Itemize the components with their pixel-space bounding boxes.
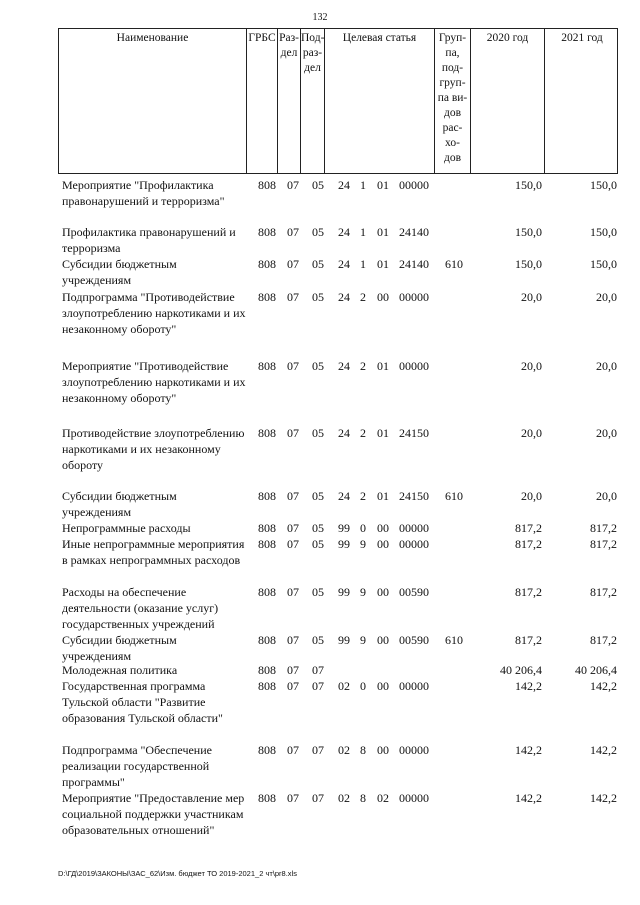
table-row <box>0 662 640 678</box>
row-pr: 07 <box>312 791 324 805</box>
row-2021-value: 150,0 <box>590 225 617 239</box>
row-2020-value: 817,2 <box>515 633 542 647</box>
row-c4: 00000 <box>399 679 429 693</box>
row-pr: 05 <box>312 225 324 239</box>
row-c3: 01 <box>377 489 389 503</box>
row-name: Профилактика правонарушений и терроризма <box>62 225 236 255</box>
row-c4: 00000 <box>399 359 429 373</box>
row-vr: 610 <box>445 257 463 271</box>
row-pr: 05 <box>312 585 324 599</box>
row-rz: 07 <box>287 489 299 503</box>
row-c2: 9 <box>360 537 366 551</box>
header-2021: 2021 год <box>561 32 603 44</box>
row-c4: 00000 <box>399 521 429 535</box>
row-rz: 07 <box>287 743 299 757</box>
table-row <box>0 289 640 336</box>
row-name: Субсидии бюджетным учреждениям <box>62 633 177 663</box>
table-row <box>0 488 640 519</box>
row-vr: 610 <box>445 489 463 503</box>
row-c3: 00 <box>377 633 389 647</box>
row-c1: 24 <box>338 489 350 503</box>
row-grbs: 808 <box>258 791 276 805</box>
row-c4: 00000 <box>399 743 429 757</box>
row-grbs: 808 <box>258 663 276 677</box>
header-razdel: Раз- дел <box>278 29 301 173</box>
row-2020-value: 142,2 <box>515 743 542 757</box>
row-c1: 24 <box>338 290 350 304</box>
row-c2: 9 <box>360 585 366 599</box>
row-rz: 07 <box>287 537 299 551</box>
row-2021-value: 817,2 <box>590 633 617 647</box>
row-2020-value: 817,2 <box>515 521 542 535</box>
row-grbs: 808 <box>258 537 276 551</box>
row-c3: 00 <box>377 521 389 535</box>
row-c2: 2 <box>360 489 366 503</box>
row-c1: 24 <box>338 359 350 373</box>
row-c3: 01 <box>377 359 389 373</box>
row-grbs: 808 <box>258 521 276 535</box>
row-rz: 07 <box>287 290 299 304</box>
row-c1: 24 <box>338 178 350 192</box>
row-c4: 24140 <box>399 257 429 271</box>
table-row <box>0 520 640 536</box>
row-pr: 05 <box>312 489 324 503</box>
row-c3: 01 <box>377 257 389 271</box>
row-grbs: 808 <box>258 257 276 271</box>
row-name: Подпрограмма "Противодействие злоупотреблению наркотиками и их незаконному обороту" <box>62 290 246 336</box>
row-name: Государственная программа Тульской области "Развитие образования Тульской области" <box>62 679 223 725</box>
header-grbs: ГРБС <box>247 29 278 173</box>
row-c4: 00590 <box>399 585 429 599</box>
table-row <box>0 256 640 287</box>
row-pr: 05 <box>312 537 324 551</box>
row-rz: 07 <box>287 679 299 693</box>
row-c2: 9 <box>360 633 366 647</box>
row-c4: 00000 <box>399 290 429 304</box>
row-rz: 07 <box>287 426 299 440</box>
row-2020-value: 150,0 <box>515 257 542 271</box>
row-pr: 05 <box>312 633 324 647</box>
row-c1: 02 <box>338 791 350 805</box>
row-2021-value: 142,2 <box>590 791 617 805</box>
row-c3: 00 <box>377 537 389 551</box>
row-c4: 00590 <box>399 633 429 647</box>
row-c4: 00000 <box>399 791 429 805</box>
table-row <box>0 584 640 631</box>
row-pr: 05 <box>312 359 324 373</box>
row-2020-value: 150,0 <box>515 225 542 239</box>
row-2021-value: 150,0 <box>590 178 617 192</box>
row-c3: 00 <box>377 290 389 304</box>
row-c1: 24 <box>338 426 350 440</box>
row-rz: 07 <box>287 225 299 239</box>
row-pr: 07 <box>312 743 324 757</box>
row-c1: 02 <box>338 743 350 757</box>
row-name: Расходы на обеспечение деятельности (оказание услуг) государственных учреждений <box>62 585 219 631</box>
row-2020-value: 20,0 <box>521 489 542 503</box>
table-row <box>0 425 640 472</box>
row-pr: 07 <box>312 679 324 693</box>
row-name: Субсидии бюджетным учреждениям <box>62 257 177 287</box>
row-rz: 07 <box>287 663 299 677</box>
row-c4: 24150 <box>399 426 429 440</box>
row-c1: 99 <box>338 521 350 535</box>
table-row <box>0 358 640 405</box>
header-2020: 2020 год <box>471 29 545 173</box>
row-grbs: 808 <box>258 633 276 647</box>
row-c3: 01 <box>377 225 389 239</box>
row-c4: 00000 <box>399 537 429 551</box>
row-c4: 24150 <box>399 489 429 503</box>
row-pr: 05 <box>312 178 324 192</box>
row-2021-value: 40 206,4 <box>575 663 617 677</box>
row-pr: 05 <box>312 257 324 271</box>
header-name: Наименование <box>59 29 247 173</box>
row-c3: 02 <box>377 791 389 805</box>
row-rz: 07 <box>287 178 299 192</box>
row-2021-value: 20,0 <box>596 359 617 373</box>
header-podrazdel: Под- раз- дел <box>301 29 325 173</box>
row-grbs: 808 <box>258 290 276 304</box>
row-c2: 0 <box>360 521 366 535</box>
row-c1: 99 <box>338 633 350 647</box>
row-c1: 24 <box>338 257 350 271</box>
row-rz: 07 <box>287 521 299 535</box>
table-row <box>0 177 640 208</box>
row-2021-value: 20,0 <box>596 426 617 440</box>
row-grbs: 808 <box>258 178 276 192</box>
row-2021-value: 20,0 <box>596 489 617 503</box>
file-path-footer: D:\ГД\2019\ЗАКОНЫ\ЗАС_62\Изм. бюджет ТО 2019-2021_2 чт\pr8.xls <box>58 869 297 878</box>
row-name: Подпрограмма "Обеспечение реализации государственной программы" <box>62 743 212 789</box>
row-c1: 99 <box>338 537 350 551</box>
row-name: Субсидии бюджетным учреждениям <box>62 489 177 519</box>
row-name: Иные непрограммные мероприятия в рамках непрограммных расходов <box>62 537 245 567</box>
page-number: 132 <box>312 12 328 23</box>
row-2020-value: 20,0 <box>521 426 542 440</box>
row-pr: 07 <box>312 663 324 677</box>
row-rz: 07 <box>287 791 299 805</box>
row-2021-value: 817,2 <box>590 585 617 599</box>
table-row <box>0 742 640 789</box>
row-c2: 2 <box>360 359 366 373</box>
row-name: Молодежная политика <box>62 663 178 677</box>
table-row <box>0 536 640 567</box>
row-c2: 2 <box>360 290 366 304</box>
row-2020-value: 817,2 <box>515 585 542 599</box>
row-c2: 8 <box>360 791 366 805</box>
row-pr: 05 <box>312 426 324 440</box>
row-c1: 99 <box>338 585 350 599</box>
row-rz: 07 <box>287 359 299 373</box>
row-2020-value: 150,0 <box>515 178 542 192</box>
row-c3: 00 <box>377 585 389 599</box>
row-grbs: 808 <box>258 225 276 239</box>
row-grbs: 808 <box>258 585 276 599</box>
table-row <box>0 224 640 255</box>
row-vr: 610 <box>445 633 463 647</box>
row-c3: 00 <box>377 743 389 757</box>
row-2020-value: 40 206,4 <box>500 663 542 677</box>
row-2020-value: 142,2 <box>515 791 542 805</box>
row-2021-value: 817,2 <box>590 521 617 535</box>
row-2020-value: 20,0 <box>521 290 542 304</box>
row-rz: 07 <box>287 257 299 271</box>
row-2021-value: 817,2 <box>590 537 617 551</box>
row-c2: 8 <box>360 743 366 757</box>
row-c2: 0 <box>360 679 366 693</box>
row-c1: 24 <box>338 225 350 239</box>
row-c4: 00000 <box>399 178 429 192</box>
row-c1: 02 <box>338 679 350 693</box>
row-name: Мероприятие "Предоставление мер социальной поддержки участникам образовательных отношений" <box>62 791 245 837</box>
row-c3: 01 <box>377 178 389 192</box>
row-grbs: 808 <box>258 743 276 757</box>
row-rz: 07 <box>287 633 299 647</box>
row-2021-value: 142,2 <box>590 679 617 693</box>
row-2021-value: 142,2 <box>590 743 617 757</box>
row-2020-value: 142,2 <box>515 679 542 693</box>
table-header <box>58 28 618 174</box>
row-c3: 01 <box>377 426 389 440</box>
row-pr: 05 <box>312 521 324 535</box>
row-c3: 00 <box>377 679 389 693</box>
table-row <box>0 632 640 663</box>
row-c2: 1 <box>360 178 366 192</box>
row-c4: 24140 <box>399 225 429 239</box>
row-grbs: 808 <box>258 426 276 440</box>
table-row <box>0 678 640 725</box>
header-target: Целевая статья <box>325 29 435 173</box>
row-name: Мероприятие "Противодействие злоупотреблению наркотиками и их незаконному обороту" <box>62 359 246 405</box>
row-2021-value: 150,0 <box>590 257 617 271</box>
row-c2: 1 <box>360 225 366 239</box>
row-2020-value: 817,2 <box>515 537 542 551</box>
row-grbs: 808 <box>258 359 276 373</box>
row-c2: 2 <box>360 426 366 440</box>
row-name: Противодействие злоупотреблению наркотиками и их незаконному обороту <box>62 426 245 472</box>
row-grbs: 808 <box>258 679 276 693</box>
table-row <box>0 790 640 837</box>
header-group: Груп- па, под- груп- па ви- дов рас- хо- дов <box>435 29 471 173</box>
row-grbs: 808 <box>258 489 276 503</box>
row-name: Непрограммные расходы <box>62 521 191 535</box>
row-name: Мероприятие "Профилактика правонарушений и терроризма" <box>62 178 225 208</box>
row-c2: 1 <box>360 257 366 271</box>
row-pr: 05 <box>312 290 324 304</box>
row-2020-value: 20,0 <box>521 359 542 373</box>
row-rz: 07 <box>287 585 299 599</box>
row-2021-value: 20,0 <box>596 290 617 304</box>
